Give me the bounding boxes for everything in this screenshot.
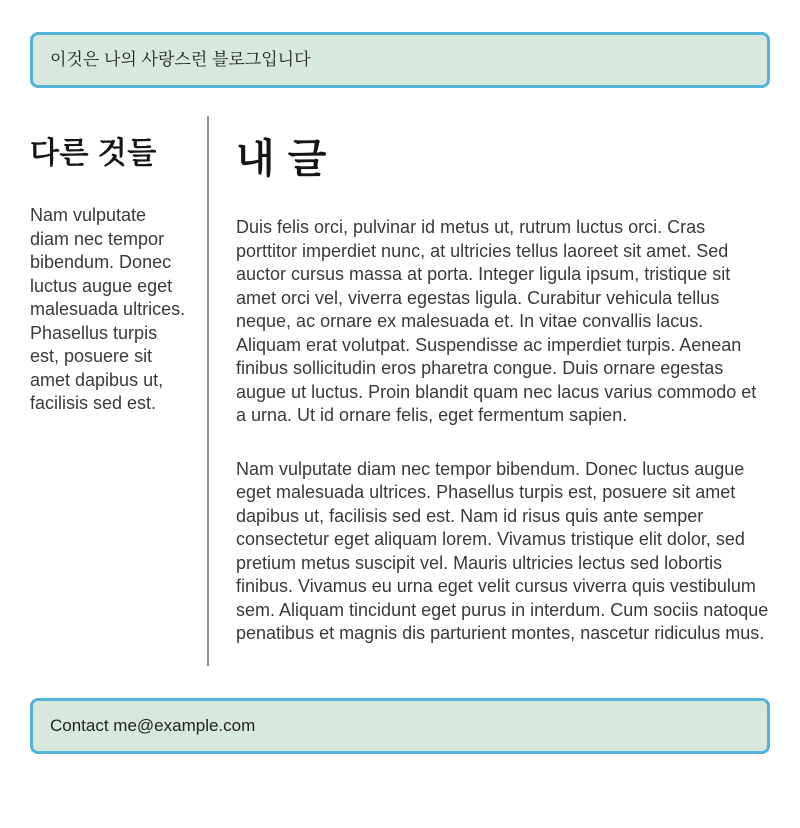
header-banner [30,32,770,88]
footer-contact-text: Contact me@example.com [50,715,256,735]
footer-banner [30,698,770,754]
header-banner-text: 이것은 나의 사랑스런 블로그입니다 [50,50,311,69]
article-paragraph: Duis felis orci, pulvinar id metus ut, rutrum luctus orci. Cras porttitor imperdiet nunc, at ultricies tellus laoreet sit amet. Sed auctor cursus massa at porta. Integer ligula ipsum, tristique sit amet orci vel, viverra egestas ligula. Curabitur vehicula tellus neque, ac ornare ex malesuada et. In vitae convallis lacus. Aliquam erat volutpat. Suspendisse ac imperdiet turpis. Aenean finibus sollicitudin eros pharetra congue. Duis ornare egestas augue ut luctus. Proin blandit quam nec lacus varius commodo et a urna. Ut id ornare felis, eget fermentum sapien. [236,217,757,425]
sidebar-text: Nam vulputate diam nec tempor bibendum. Donec luctus augue eget malesuada ultrices. Phasellus turpis est, posuere sit amet dapibus ut, facilisis sed est. [30,205,186,413]
content-area [30,116,770,666]
main-article [207,116,770,666]
article-paragraph: Nam vulputate diam nec tempor bibendum. Donec luctus augue eget malesuada ultrices. Phasellus turpis est, posuere sit amet dapibus ut, facilisis sed est. Nam id risus quis ante semper consectetur eget aliquam lorem. Vivamus tristique elit dolor, sed pretium metus suscipit vel. Mauris ultricies lectus sed lobortis finibus. Vivamus eu urna eget velit cursus viverra quis vestibulum sem. Aliquam tincidunt eget purus in interdum. Cum sociis natoque penatibus et magnis dis parturient montes, nascetur ridiculus mus. [236,458,769,643]
sidebar [30,116,207,666]
sidebar-title: 다른 것들 [30,137,157,170]
article-title: 내 글 [236,137,328,181]
